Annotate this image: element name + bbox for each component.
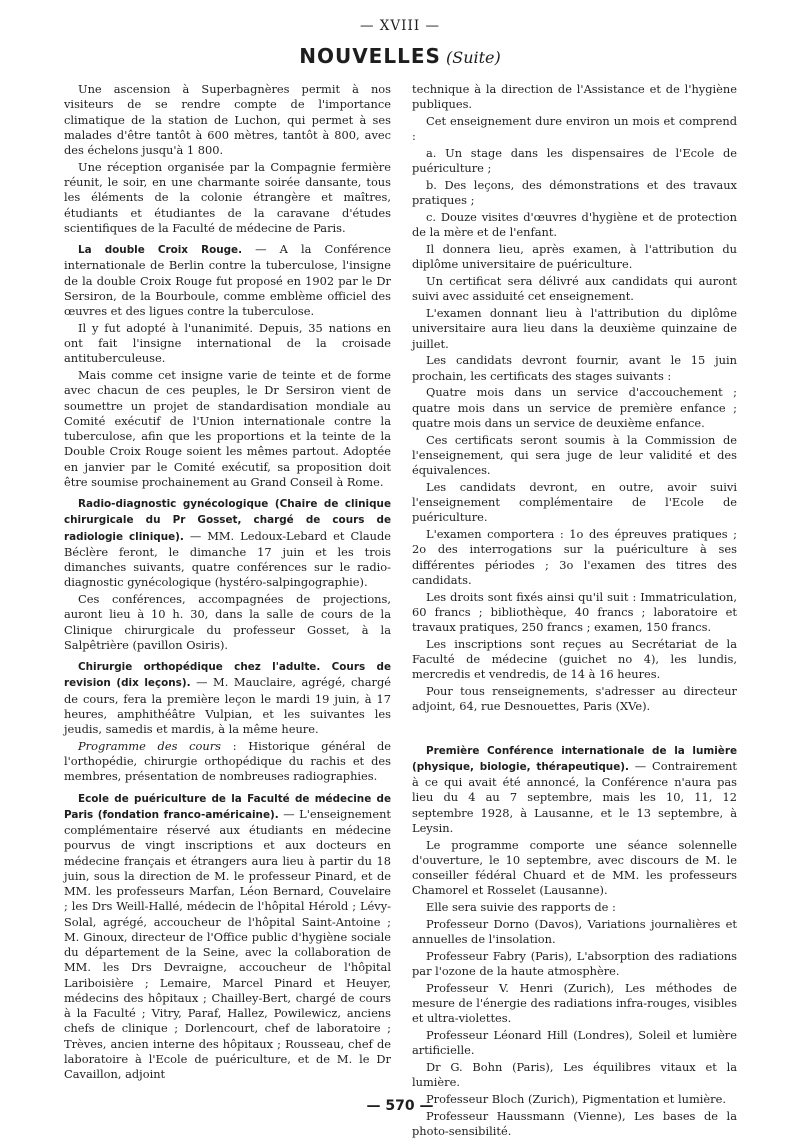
- section-text: — M. Mauclaire, agrégé, chargé de cours, fera la première leçon le mardi 19 juin, à 17 heures, amphithéâtre Vulpian, et les suivantes les jeudis, samedis et mardis, à la même heure.: [64, 675, 391, 736]
- report-item: Professeur Léonard Hill (Londres), Soleil et lumière artificielle.: [412, 1028, 737, 1058]
- list-item: a. Un stage dans les dispensaires de l'Ecole de puériculture ;: [412, 146, 737, 176]
- section-text: — MM. Ledoux-Lebard et Claude Béclère feront, le dimanche 17 juin et les trois dimanches suivants, quatre conférences sur le radio-diagnostic gynécologique (hystéro-salpingographie).: [64, 528, 391, 590]
- report-item: Professeur Fabry (Paris), L'absorption des radiations par l'ozone de la haute atmosphère.: [412, 948, 737, 978]
- paragraph: Ces certificats seront soumis à la Commission de l'enseignement, qui sera juge de leur validité et des équivalences.: [412, 432, 737, 477]
- left-column: [64, 82, 391, 1084]
- paragraph: Mais comme cet insigne varie de teinte et de forme avec chacun de ces peuples, le Dr Sersiron vient de soumettre un projet de standardisation mondiale au Comité exécutif de l'Union internationale contre la tuberculose, afin que les proportions et la teinte de la Double Croix Rouge soient les mêmes partout. Adoptée en janvier par le Comité exécutif, sa proposition doit être soumise prochainement au Grand Conseil à Rome.: [64, 368, 391, 489]
- paragraph: Cet enseignement dure environ un mois et comprend :: [412, 114, 737, 144]
- right-column: [412, 82, 737, 1141]
- report-item: Professeur Bloch (Zurich), Pigmentation et lumière.: [426, 1092, 726, 1106]
- paragraph: Elle sera suivie des rapports de :: [426, 900, 616, 914]
- paragraph-text: : Historique général de l'orthopédie, chirurgie orthopédique du rachis et des membres, présentation de nombreuses radiographies.: [64, 738, 391, 784]
- section-heading: Chirurgie orthopédique chez l'adulte. Cours de revision (dix leçons).: [64, 661, 391, 690]
- paragraph: technique à la direction de l'Assistance et de l'hygiène publiques.: [412, 82, 737, 112]
- section-text: — L'enseignement complémentaire réservé aux étudiants en médecine pourvus de vingt inscriptions et aux docteurs en médecine français et étrangers aura lieu à partir du 18 juin, sous la direction de M. le professeur Pinard, et de MM. les professeurs Marfan, Léon Bernard, Couvelaire ; les Drs Weill-Hallé, médecin de l'hôpital Hérold ; Lévy-Solal, agrégé, accoucheur de l'hôpital Saint-Antoine ; M. Ginoux, directeur de l'Office public d'hygiène sociale du département de la Seine, avec la collaboration de MM. les Drs Devraigne, accoucheur de l'hôpital Lariboisière ; Lemaire, Marcel Pinard et Heuyer, médecins des hôpitaux ; Chailley-Bert, chargé de cours à la Faculté ; Vitry, Paraf, Hallez, Powilewicz, anciens chefs de clinique ; Dorlencourt, chef de laboratoire ; Trèves, ancien interne des hôpitaux ; Rousseau, chef de laboratoire à l'Ecole de puériculture, et de M. le Dr Cavaillon, adjoint: [64, 806, 391, 1081]
- list-item: c. Douze visites d'œuvres d'hygiène et de protection de la mère et de l'enfant.: [412, 210, 737, 240]
- paragraph: Ces conférences, accompagnées de projections, auront lieu à 10 h. 30, dans la salle de cours de la Clinique chirurgicale du professeur Gosset, à la Salpêtrière (pavillon Osiris).: [64, 592, 391, 652]
- paragraph: Pour tous renseignements, s'adresser au directeur adjoint, 64, rue Desnouettes, Paris (XVe).: [412, 684, 737, 714]
- paragraph: [64, 739, 391, 785]
- section-heading: Ecole de puériculture de la Faculté de médecine de Paris (fondation franco-américaine).: [64, 792, 391, 821]
- italic-label: Programme des cours: [78, 738, 221, 753]
- paragraph: Une ascension à Superbagnères permit à nos visiteurs de se rendre compte de l'importance climatique de la station de Luchon, qui permet à ses malades d'être tantôt à 600 mètres, tantôt à 800, avec des échelons jusqu'à 1 800.: [64, 82, 391, 157]
- section-text: — A la Conférence internationale de Berlin contre la tuberculose, l'insigne de la double Croix Rouge fut proposé en 1902 par le Dr Sersiron, de la Bourboule, comme emblème officiel des œuvres et des ligues contre la tuberculose.: [64, 242, 391, 318]
- title-suffix: (Suite): [446, 48, 501, 67]
- page-number: — 570 —: [366, 1098, 434, 1114]
- paragraph: L'examen comportera : 1o des épreuves pratiques ; 2o des interrogations sur la puériculture à ses différentes périodes ; 3o l'examen des titres des candidats.: [412, 527, 737, 587]
- paragraph: L'examen donnant lieu à l'attribution du diplôme universitaire aura lieu dans la deuxième quinzaine de juillet.: [412, 306, 737, 351]
- paragraph: Les inscriptions sont reçues au Secrétariat de la Faculté de médecine (guichet no 4), les lundis, mercredis et vendredis, de 14 à 16 heures.: [412, 636, 737, 682]
- paragraph: Les candidats devront fournir, avant le 15 juin prochain, les certificats des stages suivants :: [412, 353, 737, 383]
- paragraph: Les droits sont fixés ainsi qu'il suit : Immatriculation, 60 francs ; bibliothèque, 40 francs ; laboratoire et travaux pratiques, 250 francs ; examen, 150 francs.: [412, 589, 737, 634]
- section-ecole-puericulture: [64, 791, 391, 1083]
- paragraph: Un certificat sera délivré aux candidats qui auront suivi avec assiduité cet enseignement.: [412, 274, 737, 304]
- report-item: Professeur Dorno (Davos), Variations journalières et annuelles de l'insolation.: [412, 916, 737, 946]
- paragraph: Quatre mois dans un service d'accouchement ; quatre mois dans un service de première enfance ; quatre mois dans un service de deuxième enfance.: [412, 385, 737, 430]
- report-item: Professeur Haussmann (Vienne), Les bases de la photo-sensibilité.: [412, 1108, 737, 1138]
- list-item: b. Des leçons, des démonstrations et des travaux pratiques ;: [412, 178, 737, 208]
- report-item: Professeur V. Henri (Zurich), Les méthodes de mesure de l'énergie des radiations infra-rouges, visibles et ultra-violettes.: [412, 980, 737, 1026]
- section-double-croix-rouge: [64, 242, 391, 319]
- section-heading: La double Croix Rouge.: [78, 244, 243, 256]
- report-item: Dr G. Bohn (Paris), Les équilibres vitaux et la lumière.: [412, 1060, 737, 1090]
- page-title: [0, 44, 800, 68]
- paragraph: Il donnera lieu, après examen, à l'attribution du diplôme universitaire de puériculture.: [412, 242, 737, 272]
- paragraph: Il y fut adopté à l'unanimité. Depuis, 35 nations en ont fait l'insigne international de la croisade antituberculeuse.: [64, 320, 391, 366]
- section-radio-diagnostic: [64, 496, 391, 591]
- title-main: NOUVELLES: [299, 44, 441, 68]
- section-chirurgie-orthopedique: [64, 659, 391, 737]
- paragraph: Les candidats devront, en outre, avoir suivi l'enseignement complémentaire de l'Ecole de puériculture.: [412, 479, 737, 525]
- section-text: — Contrairement à ce qui avait été annoncé, la Conférence n'aura pas lieu du 4 au 7 septembre, mais les 10, 11, 12 septembre 1928, à Lausanne, et le 13 septembre, à Leysin.: [412, 758, 737, 835]
- section-heading: Radio-diagnostic gynécologique (Chaire de clinique chirurgicale du Pr Gosset, chargé de cours de radiologie clinique).: [64, 498, 391, 543]
- paragraph: Une réception organisée par la Compagnie fermière réunit, le soir, en une charmante soirée dansante, tous les éléments de la colonie étrangère et maîtres, étudiants et étudiantes de la caravane d'études scientifiques de la Faculté de médecine de Paris.: [64, 159, 391, 235]
- paragraph: Le programme comporte une séance solennelle d'ouverture, le 10 septembre, avec discours de M. le conseiller fédéral Chuard et de MM. les professeurs Chamorel et Rosselet (Lausanne).: [412, 837, 737, 898]
- section-conference-lumiere: [412, 743, 737, 837]
- section-heading: Première Conférence internationale de la lumière (physique, biologie, thérapeutique).: [412, 744, 737, 773]
- page-header-roman-number: — XVIII —: [360, 18, 440, 34]
